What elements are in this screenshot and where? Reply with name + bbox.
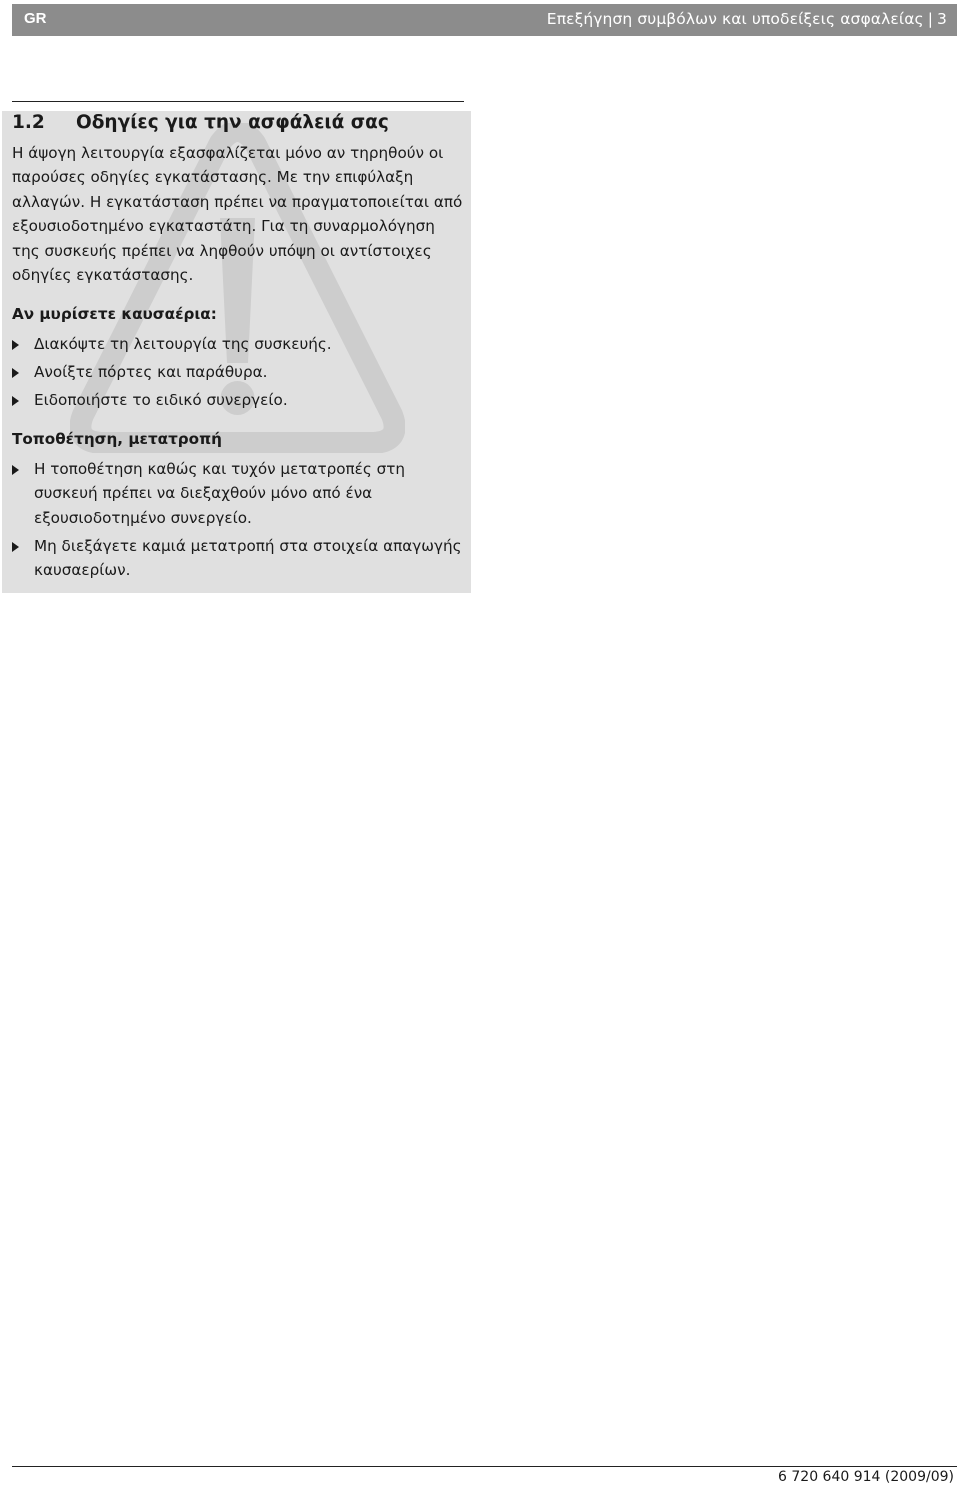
list-item-text: Διακόψτε τη λειτουργία της συσκευής. [34,335,332,353]
intro-line: οδηγίες εγκατάστασης. [12,266,194,285]
gas-smell-heading: Αν μυρίσετε καυσαέρια: [12,305,217,323]
bullet-arrow-icon [12,340,19,350]
intro-line: εξουσιοδοτημένο εγκαταστάτη. Για τη συναρμολόγηση [12,217,435,236]
list-item-text: εξουσιοδοτημένο συνεργείο. [34,508,252,527]
intro-line: παρούσες οδηγίες εγκατάστασης. Με την επιφύλαξη [12,168,414,187]
list-item-text: συσκευή πρέπει να διεξαχθούν μόνο από ένα [34,484,373,503]
bullet-arrow-icon [12,542,19,552]
list-item-text: Ανοίξτε πόρτες και παράθυρα. [34,363,268,381]
list-item-text: Η τοποθέτηση καθώς και τυχόν μετατροπές στη [34,460,406,478]
section-title: Οδηγίες για την ασφάλειά σας [76,112,389,133]
header-separator: | [927,10,934,28]
list-item-text: καυσαερίων. [34,561,131,580]
footer-rule [12,1466,957,1467]
intro-line: Η άψογη λειτουργία εξασφαλίζεται μόνο αν τηρηθούν οι [12,144,444,162]
installation-heading: Τοποθέτηση, μετατροπή [12,430,222,448]
section-top-rule [12,101,464,102]
intro-line: της συσκευής πρέπει να ληφθούν υπόψη οι αντίστοιχες [12,241,432,260]
language-code: GR [24,10,47,27]
header-title-group [547,10,947,28]
section-number: 1.2 [12,112,45,133]
section-heading [12,112,389,133]
list-item-text: Μη διεξάγετε καμιά μετατροπή στα στοιχεία απαγωγής [34,537,462,555]
bullet-arrow-icon [12,465,19,475]
document-code: 6 720 640 914 (2009/09) [778,1469,954,1485]
header-title: Επεξήγηση συμβόλων και υποδείξεις ασφαλείας [546,10,924,28]
list-item-text: Ειδοποιήστε το ειδικό συνεργείο. [34,391,288,409]
page-header [12,4,957,36]
bullet-arrow-icon [12,368,19,378]
intro-paragraph [12,141,467,287]
safety-box [2,111,471,593]
page-number: 3 [937,10,947,28]
intro-line: αλλαγών. Η εγκατάσταση πρέπει να πραγματοποιείται από [12,192,463,211]
bullet-arrow-icon [12,396,19,406]
